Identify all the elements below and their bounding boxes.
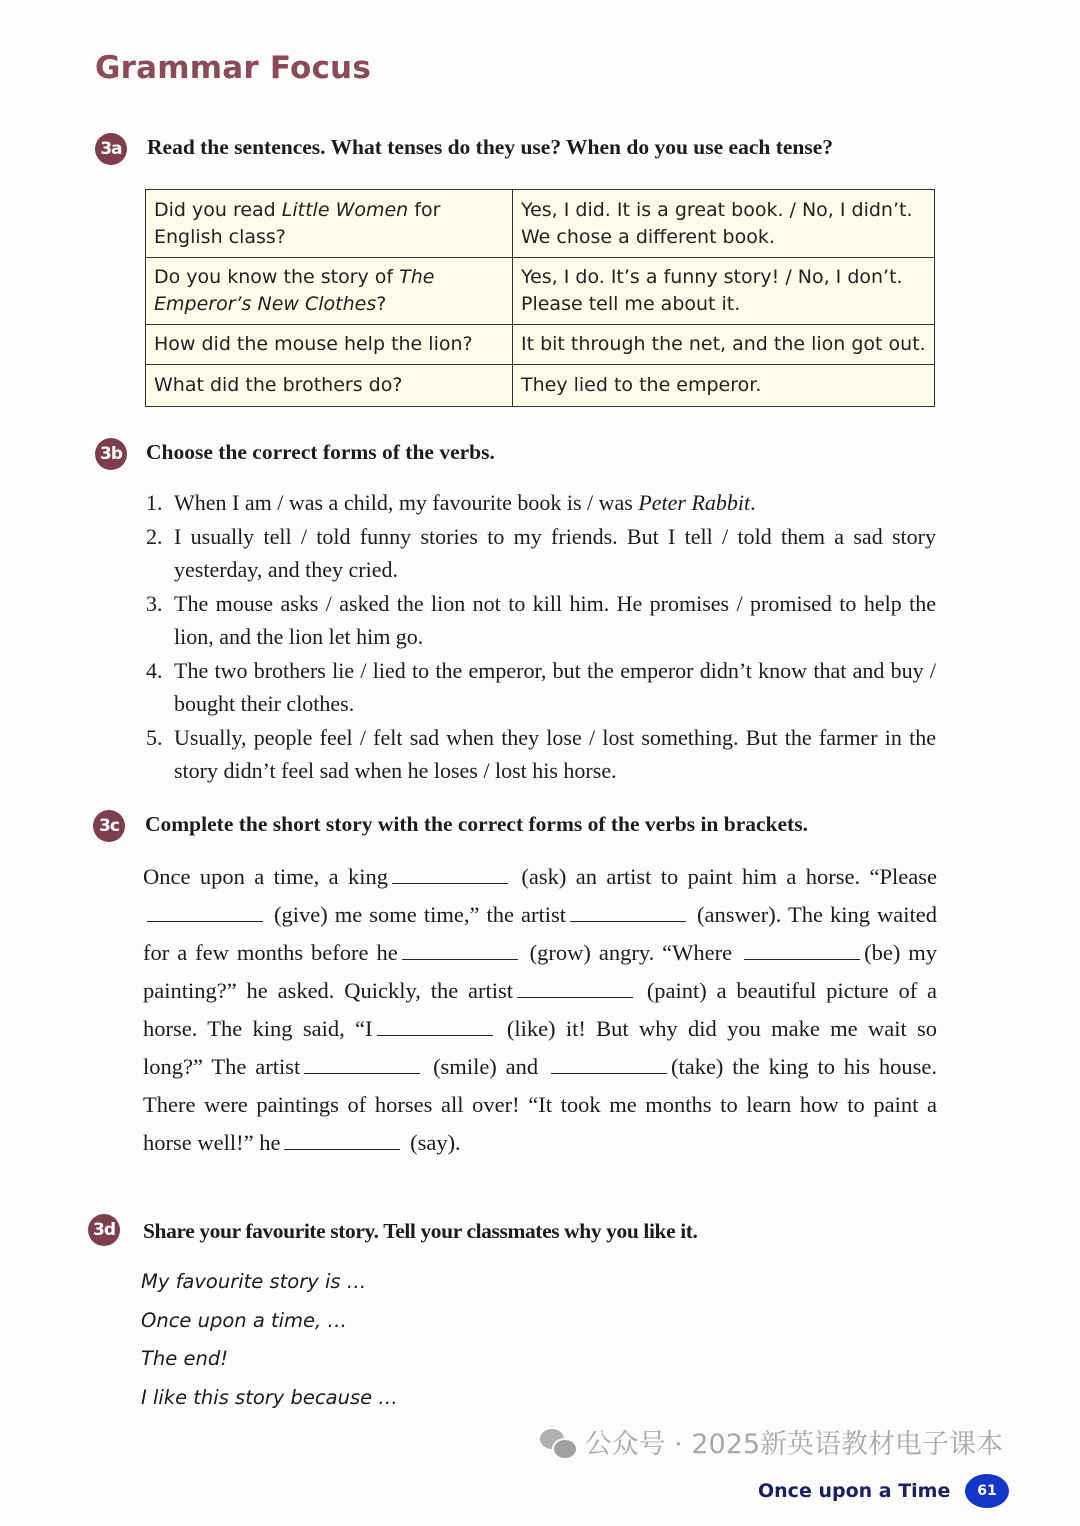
instruction-3c: Complete the short story with the correct forms of the verbs in brackets. [145, 812, 808, 836]
answer-blank[interactable] [570, 899, 686, 922]
answer-blank[interactable] [517, 975, 633, 998]
story-paragraph: Once upon a time, a king (ask) an artist to paint him a horse. “Please (give) me some time,” the artist (answer). The king waited for a few months before he (grow) angry. “Where (be) my painting?” he asked. Quickly, the artist (paint) a beautiful picture of a horse. The king said, “I (like) it! But why did you make me wait so long?” The artist (smile) and (take) the king to his house. There were paintings of horses all over! “It took me months to learn how to paint a horse well!” he (say). [143, 858, 937, 1162]
instruction-3d: Share your favourite story. Tell your classmates why you like it. [143, 1219, 698, 1243]
answer-blank[interactable] [304, 1051, 420, 1074]
section-badge-3b: 3b [95, 438, 127, 470]
answer-blank[interactable] [147, 899, 263, 922]
unit-title: Once upon a Time [758, 1480, 951, 1502]
question-cell: What did the brothers do? [146, 365, 513, 407]
table-row [146, 258, 935, 325]
list-item: 2. I usually tell / told funny stories to my friends. But I tell / told them a sad story yesterday, and they cried. [146, 523, 936, 582]
sentence-prompt: My favourite story is … [141, 1270, 367, 1293]
list-item: 4. The two brothers lie / lied to the emperor, but the emperor didn’t know that and buy / bought their clothes. [146, 657, 936, 716]
instruction-3b: Choose the correct forms of the verbs. [146, 440, 495, 464]
table-row [146, 325, 935, 365]
answer-blank[interactable] [551, 1051, 667, 1074]
question-cell: How did the mouse help the lion? [146, 325, 513, 365]
verb-choice-list [146, 486, 936, 788]
answer-blank[interactable] [377, 1013, 493, 1036]
answer-cell: Yes, I do. It’s a funny story! / No, I don’t. Please tell me about it. [513, 258, 935, 325]
wechat-icon [540, 1429, 576, 1457]
page-title: Grammar Focus [95, 50, 371, 86]
answer-cell: Yes, I did. It is a great book. / No, I didn’t. We chose a different book. [513, 190, 935, 258]
table-row [146, 365, 935, 407]
answer-blank[interactable] [392, 861, 508, 884]
list-item: 3. The mouse asks / asked the lion not to kill him. He promises / promised to help the lion, and the lion let him go. [146, 590, 936, 649]
answer-blank[interactable] [744, 937, 860, 960]
watermark: 公众号 · 2025新英语教材电子课本 [540, 1422, 1003, 1461]
section-badge-3d: 3d [88, 1214, 120, 1246]
instruction-3a: Read the sentences. What tenses do they use? When do you use each tense? [147, 135, 834, 159]
section-badge-3a: 3a [95, 133, 127, 165]
section-badge-3c: 3c [93, 810, 125, 842]
answer-blank[interactable] [402, 937, 518, 960]
list-item: 5. Usually, people feel / felt sad when they lose / lost something. But the farmer in the story didn’t feel sad when he loses / lost his horse. [146, 724, 936, 783]
example-table [145, 189, 935, 407]
table-row [146, 190, 935, 258]
answer-cell: They lied to the emperor. [513, 365, 935, 407]
answer-cell: It bit through the net, and the lion got out. [513, 325, 935, 365]
sentence-prompt: The end! [141, 1347, 229, 1370]
sentence-prompt: Once upon a time, … [141, 1309, 347, 1332]
question-cell: Do you know the story of The Emperor’s New Clothes? [146, 258, 513, 325]
page-number: 61 [965, 1474, 1009, 1508]
list-item: 1. When I am / was a child, my favourite book is / was Peter Rabbit. [146, 490, 756, 515]
sentence-prompt: I like this story because … [141, 1386, 398, 1409]
answer-blank[interactable] [284, 1127, 400, 1150]
question-cell: Did you read Little Women for English class? [146, 190, 513, 258]
